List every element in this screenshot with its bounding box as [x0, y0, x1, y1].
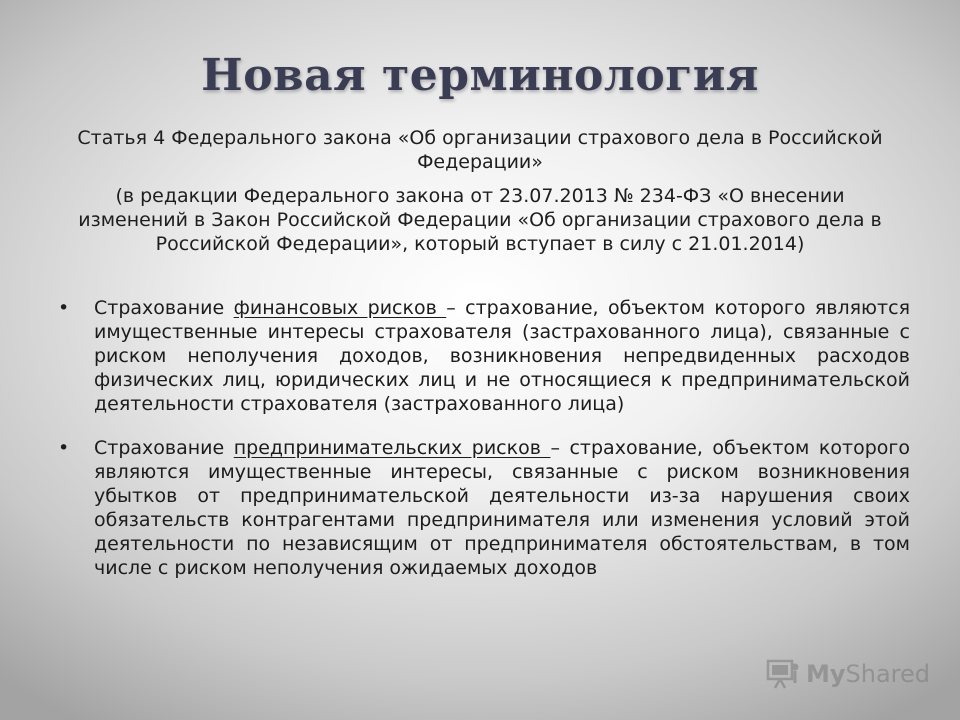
law-amendment-note: (в редакции Федерального закона от 23.07.2013 № 234-ФЗ «О внесении изменений в Закон Российской Федерации «Об организации страхового дела в Российской Федерации», который вступает в силу с 21.01.2014) — [78, 185, 882, 255]
defined-term: предпринимательских рисков — [233, 437, 551, 459]
presentation-board-icon — [766, 659, 800, 689]
bullet-icon: • — [58, 437, 70, 459]
bullet-icon: • — [58, 297, 70, 319]
definition-text-start: Страхование — [94, 297, 234, 319]
law-reference: Статья 4 Федерального закона «Об организации страхового дела в Российской Федерации» — [77, 127, 883, 173]
definition-text-body: – страхование, объектом которого являются имущественные интересы страхователя (застрахованного лица), связанные с риском неполучения доходов, возникновения непредвиденных расходов физических лиц, юридических лиц и не относящиеся к предпринимательской деятельности страхователя (застрахованного лица) — [94, 297, 910, 415]
definition-business-risks — [58, 436, 910, 580]
defined-term: финансовых рисков — [233, 297, 447, 319]
definition-text-start: Страхование — [94, 437, 234, 459]
slide-title: Новая терминология — [201, 50, 759, 101]
definition-list — [58, 296, 910, 600]
definition-text-body: – страхование, объектом которого являются имущественные интересы, связанные с риском возникновения убытков от предпринимательской деятельности из-за нарушения своих обязательств контрагентами предпринимателя или изменения условий этой деятельности по независящим от предпринимателя обстоятельствам, в том числе с риском неполучения ожидаемых доходов — [94, 437, 911, 579]
definition-financial-risks — [58, 296, 910, 416]
watermark-text: MyShared — [806, 660, 931, 688]
myshared-watermark — [766, 656, 930, 692]
